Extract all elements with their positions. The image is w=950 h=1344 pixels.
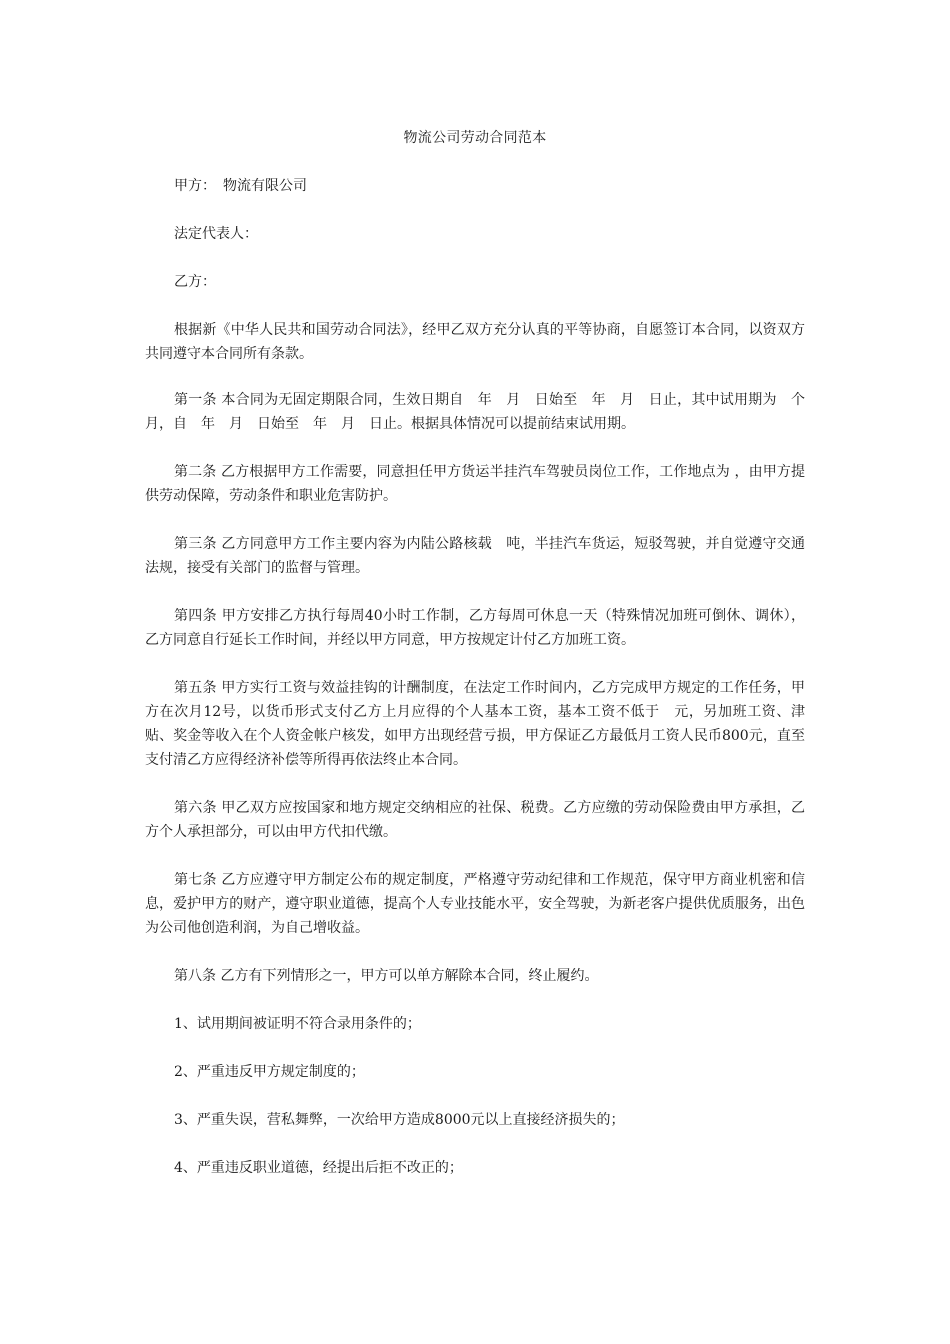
article-6: 第六条 甲乙双方应按国家和地方规定交纳相应的社保、税费。乙方应缴的劳动保险费由甲方承担，乙方个人承担部分，可以由甲方代扣代缴。 — [145, 800, 805, 840]
document-title: 物流公司劳动合同范本 — [403, 130, 547, 146]
article-3: 第三条 乙方同意甲方工作主要内容为内陆公路核载 吨，半挂汽车货运，短驳驾驶，并自觉遵守交通法规，接受有关部门的监督与管理。 — [145, 536, 805, 576]
list-item: 3、严重失误，营私舞弊，一次给甲方造成8000元以上直接经济损失的； — [174, 1112, 625, 1128]
legal-representative-line: 法定代表人： — [174, 226, 258, 242]
party-a-line: 甲方： 物流有限公司 — [174, 178, 307, 194]
article-4: 第四条 甲方安排乙方执行每周40小时工作制，乙方每周可休息一天（特殊情况加班可倒休、调休），乙方同意自行延长工作时间，并经以甲方同意，甲方按规定计付乙方加班工资。 — [145, 608, 805, 648]
intro-paragraph: 根据新《中华人民共和国劳动合同法》，经甲乙双方充分认真的平等协商，自愿签订本合同，以资双方共同遵守本合同所有条款。 — [145, 322, 805, 362]
article-5: 第五条 甲方实行工资与效益挂钩的计酬制度，在法定工作时间内，乙方完成甲方规定的工作任务，甲方在次月12号，以货币形式支付乙方上月应得的个人基本工资，基本工资不低于 元，另加班工资、津贴、奖金等收入在个人资金帐户核发，如甲方出现经营亏损，甲方保证乙方最低月工资人民币800元，直至支付清乙方应得经济补偿等所得再依法终止本合同。 — [145, 680, 805, 768]
list-item: 4、严重违反职业道德，经提出后拒不改正的； — [174, 1160, 463, 1176]
article-2: 第二条 乙方根据甲方工作需要，同意担任甲方货运半挂汽车驾驶员岗位工作，工作地点为 ，由甲方提供劳动保障，劳动条件和职业危害防护。 — [145, 464, 805, 504]
party-b-line: 乙方： — [174, 274, 216, 290]
article-8: 第八条 乙方有下列情形之一，甲方可以单方解除本合同，终止履约。 — [174, 968, 599, 984]
article-1: 第一条 本合同为无固定期限合同，生效日期自 年 月 日始至 年 月 日止，其中试用期为 个月，自 年 月 日始至 年 月 日止。根据具体情况可以提前结束试用期。 — [145, 392, 805, 432]
article-7: 第七条 乙方应遵守甲方制定公布的规定制度，严格遵守劳动纪律和工作规范，保守甲方商业机密和信息，爱护甲方的财产，遵守职业道德，提高个人专业技能水平，安全驾驶，为新老客户提供优质服务，出色为公司他创造利润，为自己增收益。 — [145, 872, 805, 936]
list-item: 2、严重违反甲方规定制度的； — [174, 1064, 365, 1080]
list-item: 1、试用期间被证明不符合录用条件的； — [174, 1016, 421, 1032]
